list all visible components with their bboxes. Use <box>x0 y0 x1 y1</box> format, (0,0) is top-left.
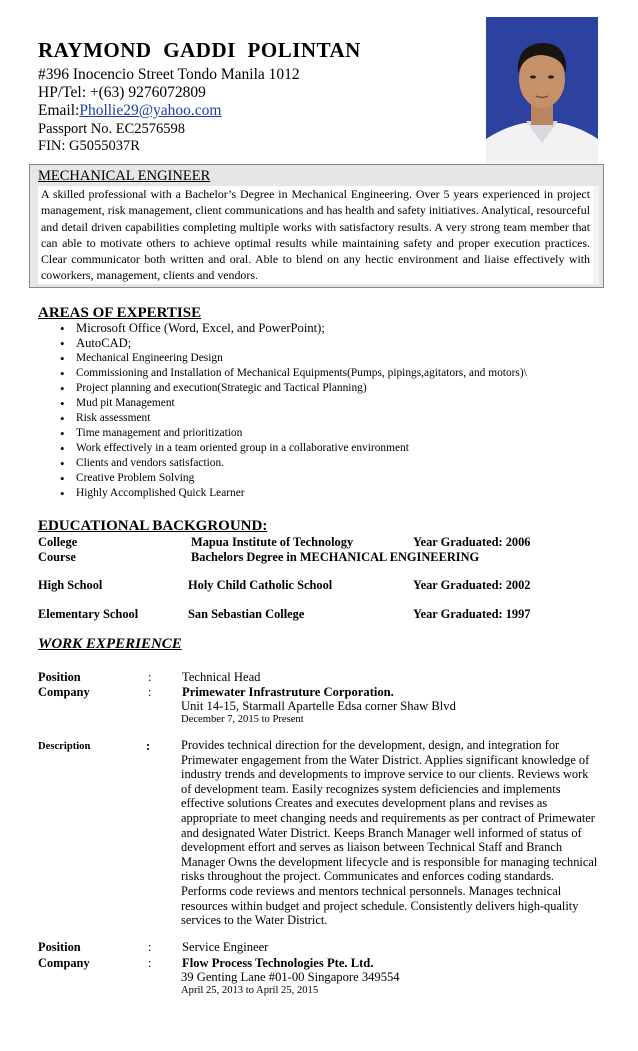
job1-company-label: Company <box>38 685 90 699</box>
course-value: Bachelors Degree in MECHANICAL ENGINEERING <box>191 550 480 564</box>
colon: : <box>148 670 152 684</box>
highschool-school: Holy Child Catholic School <box>188 578 333 592</box>
elementary-label: Elementary School <box>38 607 139 621</box>
course-label: Course <box>38 550 76 564</box>
job1-position-label: Position <box>38 670 81 684</box>
job2-dates: April 25, 2013 to April 25, 2015 <box>181 985 319 996</box>
list-item: • Risk assessment <box>60 411 527 426</box>
passport-line: Passport No. EC2576598 <box>38 121 186 137</box>
highschool-label: High School <box>38 578 103 592</box>
colon: : <box>148 956 152 970</box>
list-item: • AutoCAD; <box>60 336 527 351</box>
colon: : <box>148 685 152 699</box>
job2-company-label: Company <box>38 956 90 970</box>
college-year: Year Graduated: 2006 <box>413 535 531 549</box>
education-title: EDUCATIONAL BACKGROUND: <box>38 518 268 534</box>
college-school: Mapua Institute of Technology <box>191 535 354 549</box>
email-link[interactable]: Phollie29@yahoo.com <box>79 102 222 119</box>
email-line <box>38 102 221 120</box>
job1-position: Technical Head <box>182 670 261 684</box>
job2-company: Flow Process Technologies Pte. Ltd. <box>182 956 374 970</box>
expertise-title: AREAS OF EXPERTISE <box>38 305 202 321</box>
resume-name: RAYMOND GADDI POLINTAN <box>38 38 361 62</box>
list-item: • Microsoft Office (Word, Excel, and PowerPoint); <box>60 321 527 336</box>
elementary-school: San Sebastian College <box>188 607 305 621</box>
job1-company: Primewater Infrastruture Corporation. <box>182 685 394 699</box>
colon: : <box>148 940 152 954</box>
work-title: WORK EXPERIENCE <box>38 636 182 652</box>
list-item: • Clients and vendors satisfaction. <box>60 456 527 471</box>
fin-line: FIN: G5055037R <box>38 138 140 154</box>
list-item: • Work effectively in a team oriented group in a collaborative environment <box>60 441 527 456</box>
expertise-list <box>60 321 527 501</box>
highschool-year: Year Graduated: 2002 <box>413 578 531 592</box>
job1-description-label: Description <box>38 741 91 752</box>
colon: : <box>146 739 151 753</box>
list-item: • Time management and prioritization <box>60 426 527 441</box>
list-item: • Mechanical Engineering Design <box>60 351 527 366</box>
summary-title: MECHANICAL ENGINEER <box>38 168 211 184</box>
list-item: • Commissioning and Installation of Mechanical Equipments(Pumps, pipings,agitators, and motors)\ <box>60 366 527 381</box>
list-item: • Creative Problem Solving <box>60 471 527 486</box>
job1-description: Provides technical direction for the development, design, and integration for Primewater engagement from the Water District. Applies significant knowledge of industry trends and developments to improve service to our clients. Reviews work of development team. Easily recognizes system deficiencies and implements effective solutions Creates and executes development plans and revises as appropriate to meet changing needs and requirements as per contract of Primewater and designated Water District. Keeps Branch Manager well informed of status of development effort and serves as liaison between Technical Staff and Branch Manager Owns the development lifecycle and is responsible for managing technical risks throughout the project. Communicates and enforces coding standards. Performs code reviews and mentors technical personnels. Manages technical resources within budget and project schedule. Consistently delivers high-quality services to the Water District. <box>181 738 598 928</box>
summary-box <box>29 164 604 288</box>
college-label: College <box>38 535 78 549</box>
list-item: • Highly Accomplished Quick Learner <box>60 486 527 501</box>
list-item: • Mud pit Management <box>60 396 527 411</box>
job1-address: Unit 14-15, Starmall Apartelle Edsa corner Shaw Blvd <box>181 699 456 713</box>
phone-line: HP/Tel: +(63) 9276072809 <box>38 84 206 101</box>
address-line: #396 Inocencio Street Tondo Manila 1012 <box>38 66 300 83</box>
job2-address: 39 Genting Lane #01-00 Singapore 349554 <box>181 970 400 984</box>
summary-text: A skilled professional with a Bachelor’s Degree in Mechanical Engineering. Over 5 years experienced in project management, risk management, client communications and has health and safety initiatives. Analytical, resourceful and detail driven capabilities completing multiple works with satisfactory results. A very strong team member that can able to motivate others to achieve optimal results while maintaining safety and proper execution practices. Clear communicator both written and oral. Able to blend on any hectic environment and liaise effectively with coworkers, management, clients and vendors. <box>38 186 599 284</box>
job1-dates: December 7, 2015 to Present <box>181 714 304 725</box>
list-item: • Project planning and execution(Strategic and Tactical Planning) <box>60 381 527 396</box>
job2-position: Service Engineer <box>182 940 269 954</box>
elementary-year: Year Graduated: 1997 <box>413 607 531 621</box>
email-label: Email: <box>38 102 80 119</box>
profile-photo <box>486 17 598 164</box>
job2-position-label: Position <box>38 940 81 954</box>
